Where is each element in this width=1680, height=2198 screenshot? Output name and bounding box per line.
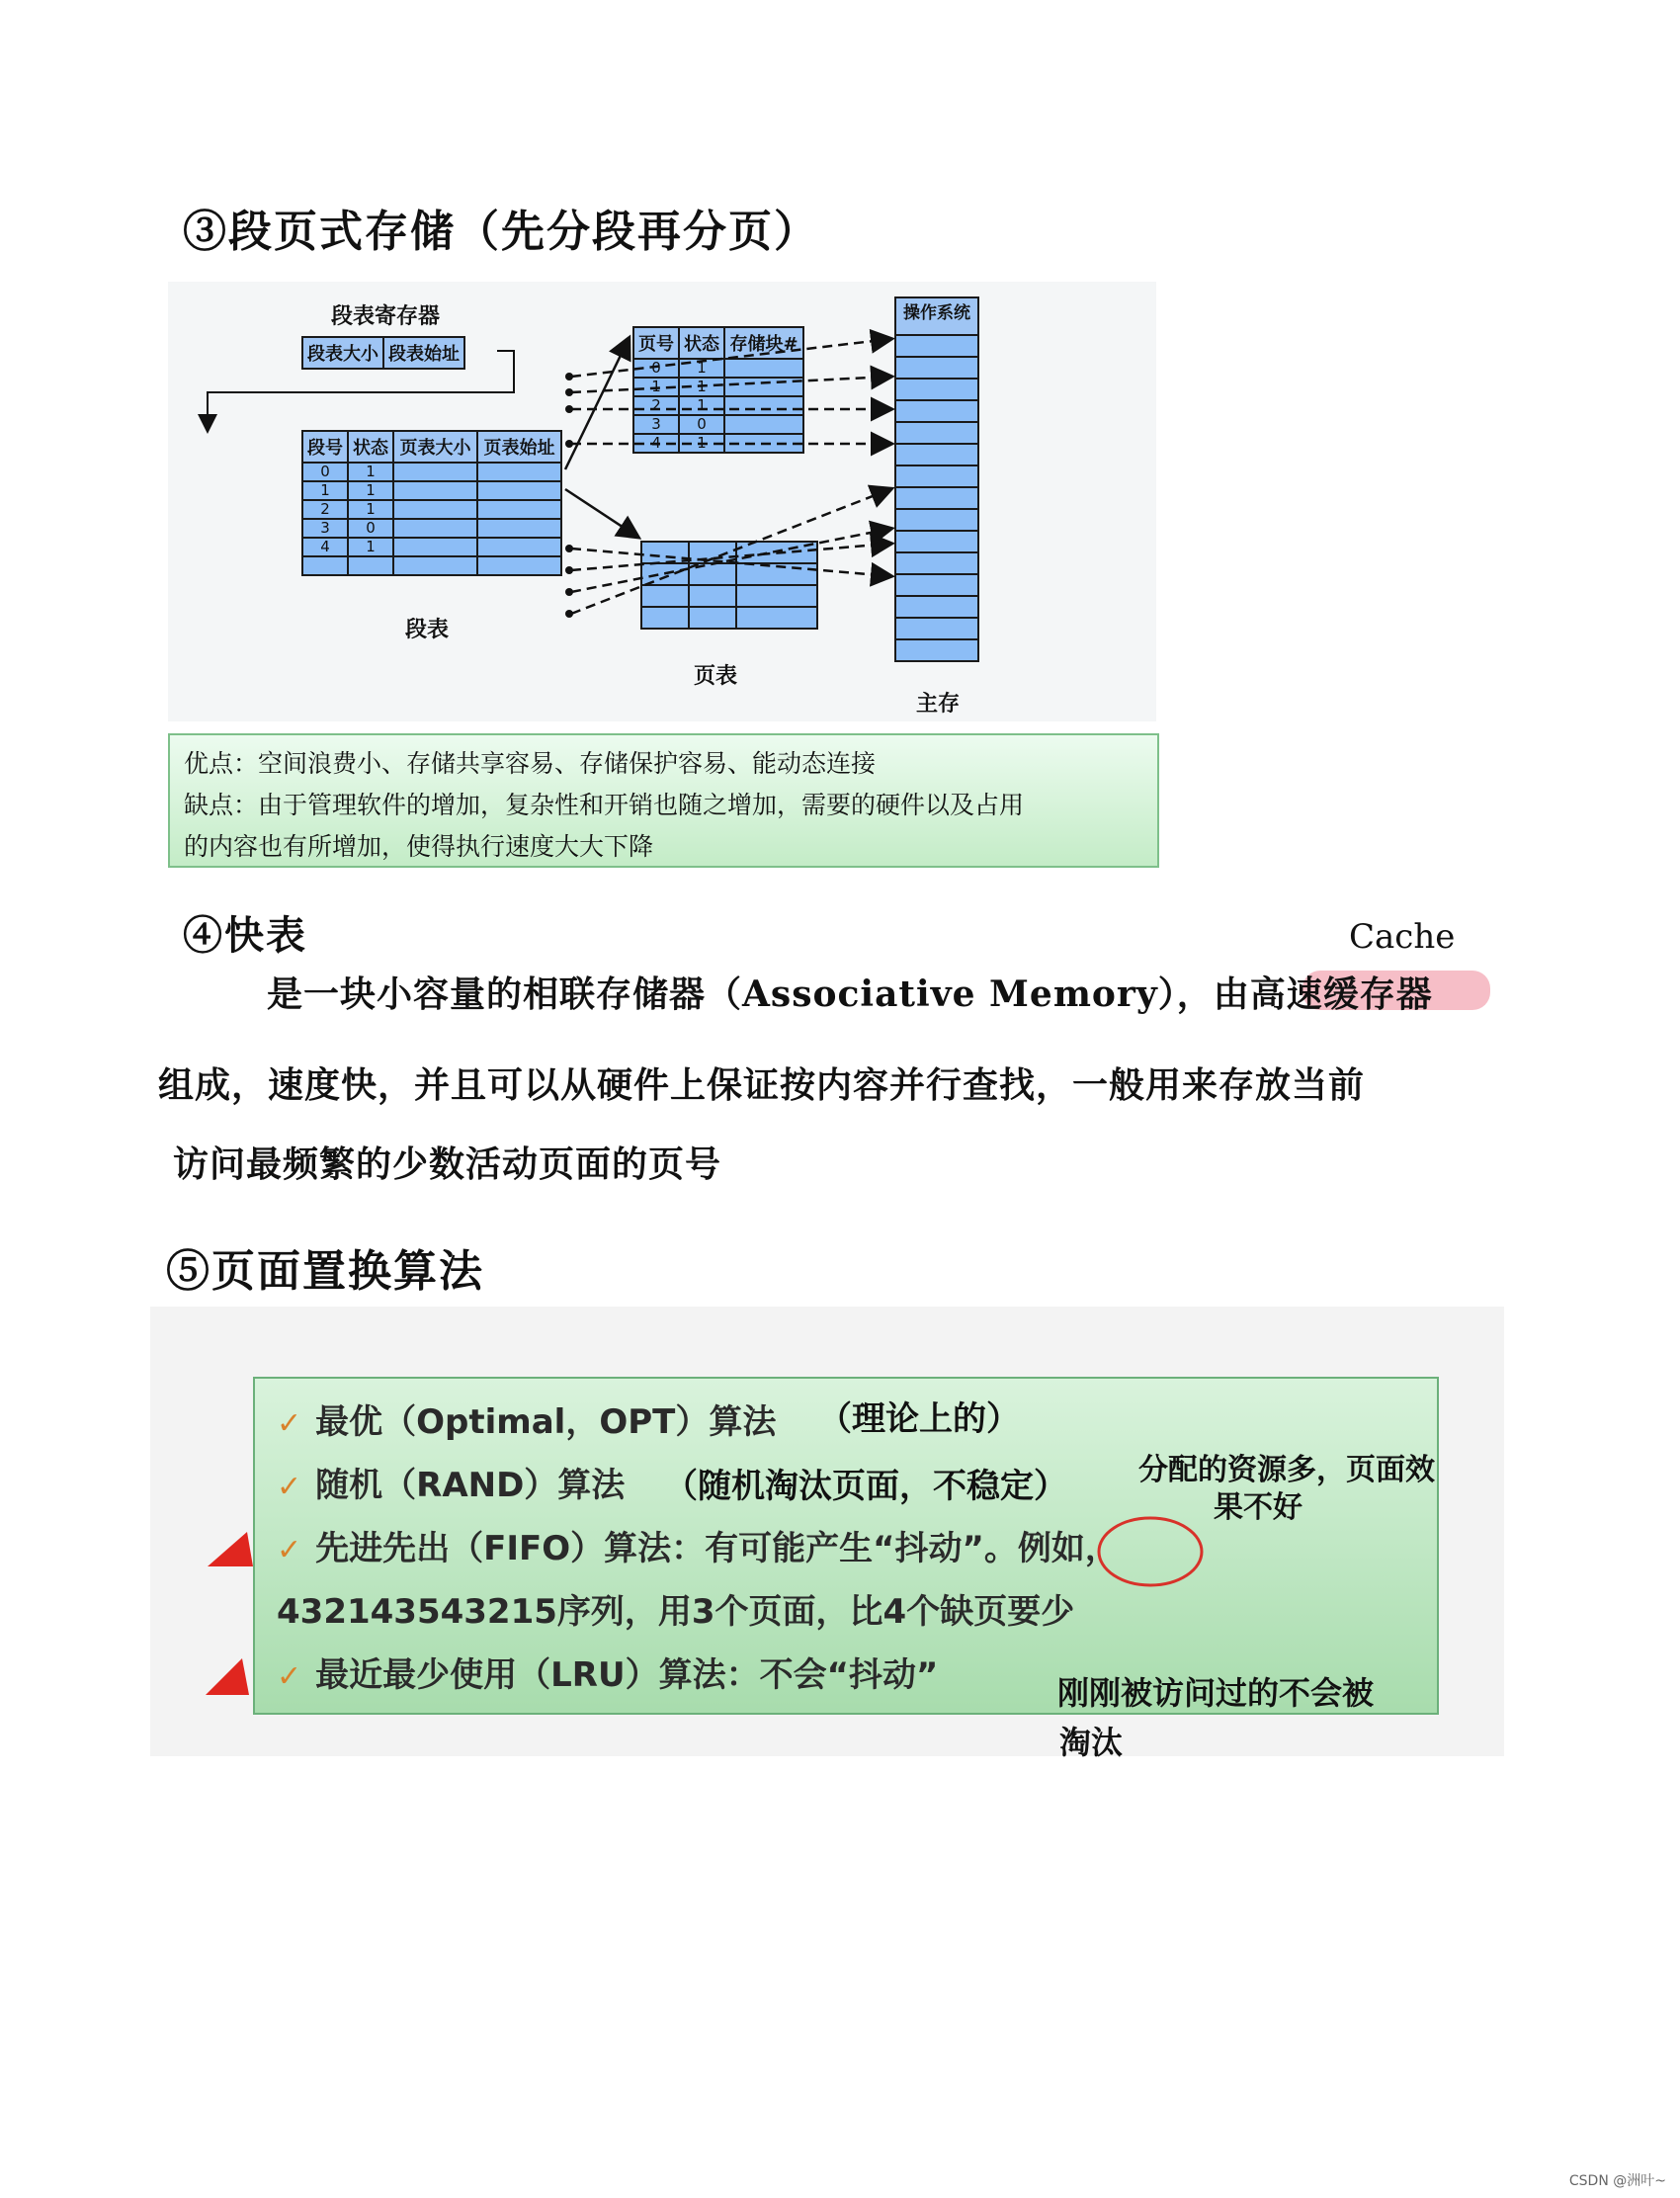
col-page-no: 页号 <box>633 327 679 359</box>
note-fifo-1: 分配的资源多，页面效 <box>1138 1453 1435 1487</box>
register-to-segment-arrow <box>208 351 514 430</box>
table-row: 4 1 <box>302 538 561 556</box>
segment-register-title: 段表寄存器 <box>331 304 441 329</box>
diagram-arrows <box>168 282 1156 721</box>
col-block-no: 存储块# <box>724 327 803 359</box>
heading-page-replacement: ⑤页面置换算法 <box>166 1246 484 1297</box>
table-row: 0 1 <box>302 463 561 481</box>
table-row: 4 1 <box>633 434 803 453</box>
table-row: 1 1 <box>302 481 561 500</box>
segment-to-pagetable-arrow <box>565 339 629 469</box>
table-row: 0 1 <box>633 359 803 378</box>
col-page-table-start: 页表始址 <box>477 431 561 463</box>
note-opt: （理论上的） <box>818 1399 1020 1439</box>
table-row: 2 1 <box>302 500 561 519</box>
segment-register-size: 段表大小 <box>302 337 383 369</box>
cons-line-1: 缺点：由于管理软件的增加，复杂性和开销也随之增加，需要的硬件以及占用 <box>184 791 1025 819</box>
cons-line-2: 的内容也有所增加，使得执行速度大大下降 <box>184 832 654 861</box>
segment-paging-diagram <box>168 282 1156 721</box>
heading-segment-paging: ③段页式存储（先分段再分页） <box>183 207 819 257</box>
table-row: 2 1 <box>633 396 803 415</box>
col-page-table-size: 页表大小 <box>393 431 477 463</box>
os-region: 操作系统 <box>896 298 977 336</box>
watermark: CSDN @洲叶~ <box>1568 2173 1666 2189</box>
main-memory-label: 主存 <box>916 692 961 717</box>
note-rand: （随机淘汰页面，不稳定） <box>664 1467 1067 1506</box>
check-icon: ✓ <box>277 1659 302 1694</box>
check-icon: ✓ <box>277 1533 302 1567</box>
table-row: 3 0 <box>302 519 561 538</box>
pros-line: 优点：空间浪费小、存储共享容易、存储保护容易、能动态连接 <box>184 749 877 778</box>
check-icon: ✓ <box>277 1406 302 1441</box>
col-status: 状态 <box>348 431 393 463</box>
segment-register-start: 段表始址 <box>383 337 464 369</box>
fast-table-line-1: 是一块小容量的相联存储器（Associative Memory），由高速缓存器 <box>267 973 1433 1015</box>
cache-note: Cache <box>1349 917 1456 957</box>
list-item: ✓ 最优（Optimal，OPT）算法 <box>277 1402 777 1442</box>
note-lru-2: 淘汰 <box>1059 1724 1124 1761</box>
table-row: 3 0 <box>633 415 803 434</box>
note-lru-1: 刚刚被访问过的不会被 <box>1057 1674 1375 1712</box>
check-icon: ✓ <box>277 1470 302 1504</box>
list-item: ✓ 先进先出（FIFO）算法：有可能产生“抖动”。例如， <box>277 1529 1119 1568</box>
table-row: 1 1 <box>633 378 803 396</box>
pros-cons-box <box>168 733 1159 868</box>
segment-to-pagetable2-arrow <box>565 489 637 537</box>
col-segment-no: 段号 <box>302 431 348 463</box>
list-item-continued: 432143543215序列，用3个页面，比4个缺页要少 <box>277 1592 1075 1632</box>
note-fifo-2: 果不好 <box>1214 1490 1302 1525</box>
list-item: ✓ 最近最少使用（LRU）算法：不会“抖动” <box>277 1655 939 1695</box>
heading-fast-table: ④快表 <box>183 912 307 959</box>
list-item: ✓ 随机（RAND）算法 <box>277 1466 626 1505</box>
fast-table-line-2: 组成，速度快，并且可以从硬件上保证按内容并行查找，一般用来存放当前 <box>158 1064 1366 1106</box>
col-page-status: 状态 <box>679 327 724 359</box>
fast-table-line-3: 访问最频繁的少数活动页面的页号 <box>173 1143 722 1185</box>
page-table-label: 页表 <box>694 664 738 689</box>
segment-table-label: 段表 <box>405 618 450 642</box>
